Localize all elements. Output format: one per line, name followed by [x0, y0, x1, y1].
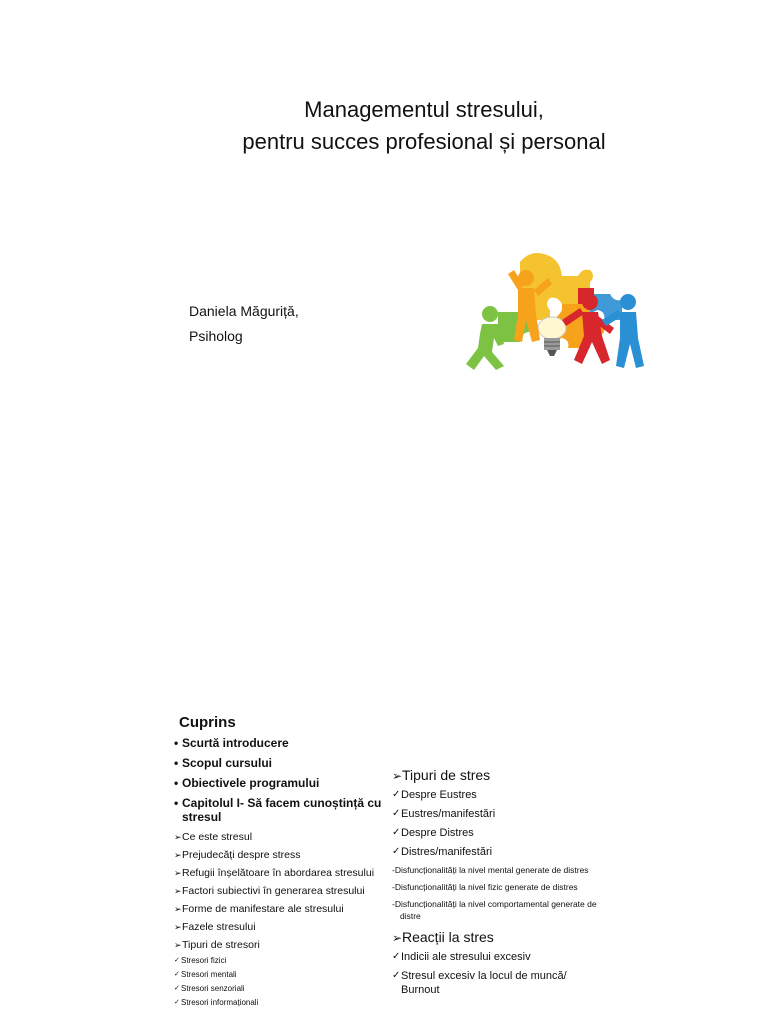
arrow-bullet-icon: ➢ — [174, 904, 182, 914]
toc-left-column — [174, 736, 384, 1012]
arrow-bullet-icon: ➢ — [174, 868, 182, 878]
checkmark-icon: ✓ — [392, 970, 401, 981]
toc-item — [392, 969, 602, 997]
toc-item-text: Tipuri de stres — [402, 767, 491, 783]
toc-item — [174, 848, 384, 862]
toc-item — [174, 938, 384, 952]
arrow-bullet-icon: ➢ — [174, 922, 182, 932]
toc-item — [174, 970, 384, 980]
arrow-bullet-icon: ➢ — [174, 886, 182, 896]
toc-item — [174, 776, 384, 790]
toc-item-text: -Disfuncționalități la nivel fizic generate de distres — [392, 882, 578, 892]
toc-item — [174, 956, 384, 966]
toc-item-text: Reacții la stres — [402, 929, 494, 945]
arrow-bullet-icon: ➢ — [174, 832, 182, 842]
toc-item-text: Stresori fizici — [181, 956, 227, 965]
toc-item — [392, 788, 602, 802]
toc-item-text: -Disfuncționalități la nivel mental generate de distres — [392, 865, 589, 875]
checkmark-icon: ✓ — [392, 846, 401, 857]
dot-bullet-icon: • — [174, 796, 179, 810]
arrow-bullet-icon: ➢ — [392, 769, 403, 783]
arrow-bullet-icon: ➢ — [174, 940, 182, 950]
checkmark-icon: ✓ — [392, 951, 401, 962]
toc-item-text: Distres/manifestări — [401, 846, 493, 858]
toc-item — [174, 884, 384, 898]
toc-item-text: Ce este stresul — [182, 831, 253, 843]
toc-item-text: Scopul cursului — [182, 756, 273, 770]
toc-item — [392, 881, 602, 893]
toc-item-text: Scurtă introducere — [182, 736, 289, 750]
toc-heading: Cuprins — [179, 714, 236, 731]
toc-item-text: Stresori informaționali — [181, 998, 259, 1007]
toc-item-text: Factori subiectivi în generarea stresului — [182, 885, 365, 897]
author-block — [189, 299, 299, 349]
checkmark-icon: ✓ — [174, 957, 180, 964]
toc-item — [174, 756, 384, 770]
arrow-bullet-icon: ➢ — [174, 850, 182, 860]
toc-item — [174, 796, 384, 824]
author-role: Psiholog — [189, 328, 243, 344]
toc-item-text: Obiectivele programului — [182, 776, 320, 790]
toc-item — [392, 950, 602, 964]
toc-item — [174, 998, 384, 1008]
toc-item-text: Refugii înșelătoare în abordarea stresului — [182, 867, 375, 879]
teamwork-puzzle-illustration — [458, 248, 652, 374]
toc-item — [174, 902, 384, 916]
author-name: Daniela Măguriță, — [189, 303, 299, 319]
toc-item — [392, 807, 602, 821]
toc-item-text: Stresul excesiv la locul de muncă/ Burnout — [401, 970, 567, 996]
toc-item-text: -Disfuncționalități la nivel comportamental generate de distre — [392, 899, 597, 921]
title-line-1: Managementul stresului, — [304, 97, 544, 122]
toc-item-text: Despre Distres — [401, 827, 474, 839]
arrow-bullet-icon: ➢ — [392, 931, 403, 945]
toc-item-text: Fazele stresului — [182, 921, 256, 933]
dot-bullet-icon: • — [174, 776, 179, 790]
checkmark-icon: ✓ — [392, 789, 401, 800]
checkmark-icon: ✓ — [392, 827, 401, 838]
toc-item-text: Prejudecăți despre stress — [182, 849, 301, 861]
dot-bullet-icon: • — [174, 736, 179, 750]
toc-item-text: Stresori senzoriali — [181, 984, 245, 993]
toc-item-text: Capitolul I- Să facem cunoștință cu stresul — [182, 796, 382, 824]
toc-section-heading — [392, 927, 602, 947]
toc-section-heading — [392, 765, 602, 785]
toc-item — [392, 864, 602, 876]
toc-item-text: Stresori mentali — [181, 970, 237, 979]
toc-item-text: Eustres/manifestări — [401, 808, 496, 820]
checkmark-icon: ✓ — [174, 999, 180, 1006]
toc-item — [174, 830, 384, 844]
toc-item-text: Tipuri de stresori — [182, 939, 260, 951]
toc-item — [392, 826, 602, 840]
checkmark-icon: ✓ — [174, 985, 180, 992]
checkmark-icon: ✓ — [392, 808, 401, 819]
toc-item — [174, 866, 384, 880]
toc-item — [392, 898, 602, 922]
toc-right-column — [392, 765, 602, 1002]
toc-item — [174, 984, 384, 994]
toc-item — [392, 845, 602, 859]
toc-item — [174, 920, 384, 934]
toc-item-text: Despre Eustres — [401, 789, 477, 801]
toc-item-text: Forme de manifestare ale stresului — [182, 903, 344, 915]
checkmark-icon: ✓ — [174, 971, 180, 978]
dot-bullet-icon: • — [174, 756, 179, 770]
title-line-2: pentru succes profesional și personal — [242, 129, 606, 154]
presentation-title — [0, 94, 768, 158]
toc-slide — [0, 705, 768, 1024]
toc-item-text: Indicii ale stresului excesiv — [401, 951, 531, 963]
title-slide — [0, 0, 768, 400]
toc-item — [174, 736, 384, 750]
